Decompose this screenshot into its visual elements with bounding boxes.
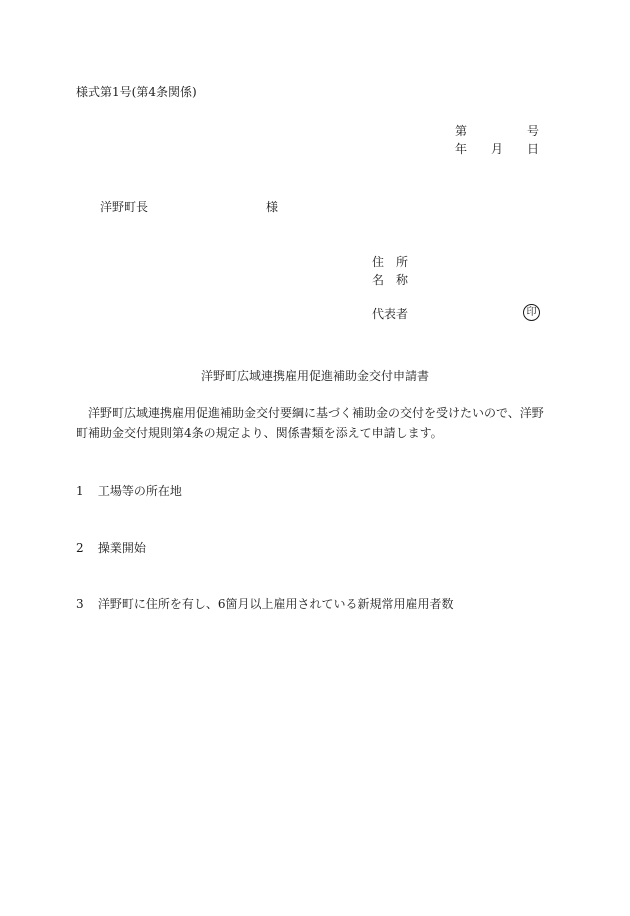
date-day: 日 [526,142,539,156]
list-item [76,540,146,556]
item-number: 2 [76,541,84,555]
representative-label: 代表者 [372,307,409,321]
name-label: 名 称 [372,273,409,287]
date-month: 月 [490,142,503,156]
item-number: 1 [76,484,84,498]
item-number: 3 [76,597,84,611]
item-label: 操業開始 [97,541,146,555]
form-number: 様式第1号(第4条関係) [76,85,197,99]
addressee-suffix: 様 [266,200,279,214]
seal-icon: 印 [523,304,540,321]
date-year: 年 [455,142,468,156]
addressee [100,199,279,215]
applicant-block [372,254,542,322]
body-paragraph: 洋野町広域連携雇用促進補助金交付要綱に基づく補助金の交付を受けたいので、洋野町補助金交付規則第4条の規定より、関係書類を添えて申請します。 [76,406,544,440]
document-number [455,123,539,139]
document-number-prefix: 第 [455,124,468,138]
item-label: 洋野町に住所を有し、6箇月以上雇用されている新規常用雇用者数 [97,597,454,611]
document-date [455,141,539,157]
addressee-name: 洋野町長 [100,200,149,214]
address-label: 住 所 [372,255,409,269]
representative-line [372,306,542,322]
item-label: 工場等の所在地 [97,484,182,498]
list-item [76,596,453,612]
list-item [76,483,182,499]
document-number-suffix: 号 [526,124,539,138]
document-title: 洋野町広域連携雇用促進補助金交付申請書 [200,369,429,383]
